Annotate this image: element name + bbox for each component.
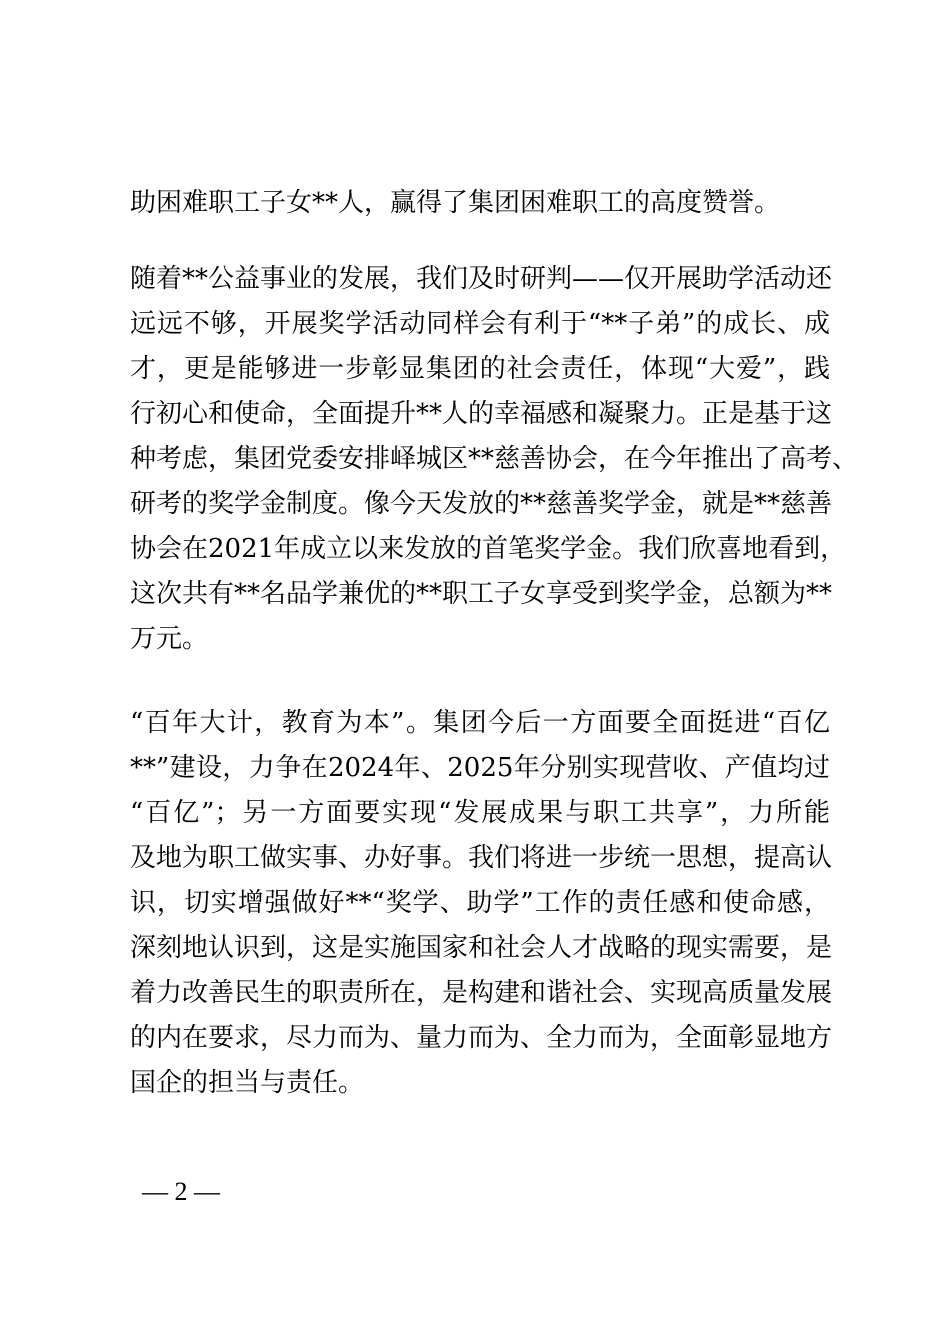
paragraph-1-line-1: 助困难职工子女**人，赢得了集团困难职工的高度赞誉。: [130, 188, 781, 218]
paragraph-2-line-6: 研考的奖学金制度。像今天发放的**慈善奖学金，就是**慈善: [130, 489, 833, 519]
paragraph-3-line-6: 深刻地认识到，这是实施国家和社会人才战略的现实需要，是: [130, 933, 833, 963]
paragraph-2-line-5: 种考虑，集团党委安排峄城区**慈善协会，在今年推出了高考、: [130, 444, 859, 474]
paragraph-2-line-8: 这次共有**名品学兼优的**职工子女享受到奖学金，总额为**: [130, 579, 833, 609]
paragraph-3-line-5: 识，切实增强做好**“奖学、助学”工作的责任感和使命感，: [130, 888, 830, 918]
paragraph-2-line-3: 才，更是能够进一步彰显集团的社会责任，体现“大爱”，践: [130, 354, 830, 384]
paragraph-3-line-1: “百年大计，教育为本”。集团今后一方面要全面挺进“百亿: [130, 708, 830, 738]
paragraph-3-line-7: 着力改善民生的职责所在，是构建和谐社会、实现高质量发展: [130, 978, 833, 1008]
paragraph-3-line-4: 及地为职工做实事、办好事。我们将进一步统一思想，提高认: [130, 843, 833, 873]
paragraph-2-line-2: 远远不够，开展奖学活动同样会有利于“**子弟”的成长、成: [130, 309, 830, 339]
paragraph-2-line-7: 协会在2021年成立以来发放的首笔奖学金。我们欣喜地看到，: [130, 534, 847, 564]
paragraph-3-line-3: “百亿”；另一方面要实现“发展成果与职工共享”，力所能: [130, 798, 830, 828]
paragraph-3-line-9: 国企的担当与责任。: [130, 1068, 365, 1098]
paragraph-2-line-9: 万元。: [130, 624, 209, 654]
paragraph-2-line-4: 行初心和使命，全面提升**人的幸福感和凝聚力。正是基于这: [130, 399, 833, 429]
paragraph-2-line-1: 随着**公益事业的发展，我们及时研判——仅开展助学活动还: [130, 264, 833, 294]
page-number: — 2 —: [142, 1177, 220, 1206]
paragraph-3-line-8: 的内在要求，尽力而为、量力而为、全力而为，全面彰显地方: [130, 1023, 833, 1053]
paragraph-3-line-2: **”建设，力争在2024年、2025年分别实现营收、产值均过: [130, 753, 830, 783]
